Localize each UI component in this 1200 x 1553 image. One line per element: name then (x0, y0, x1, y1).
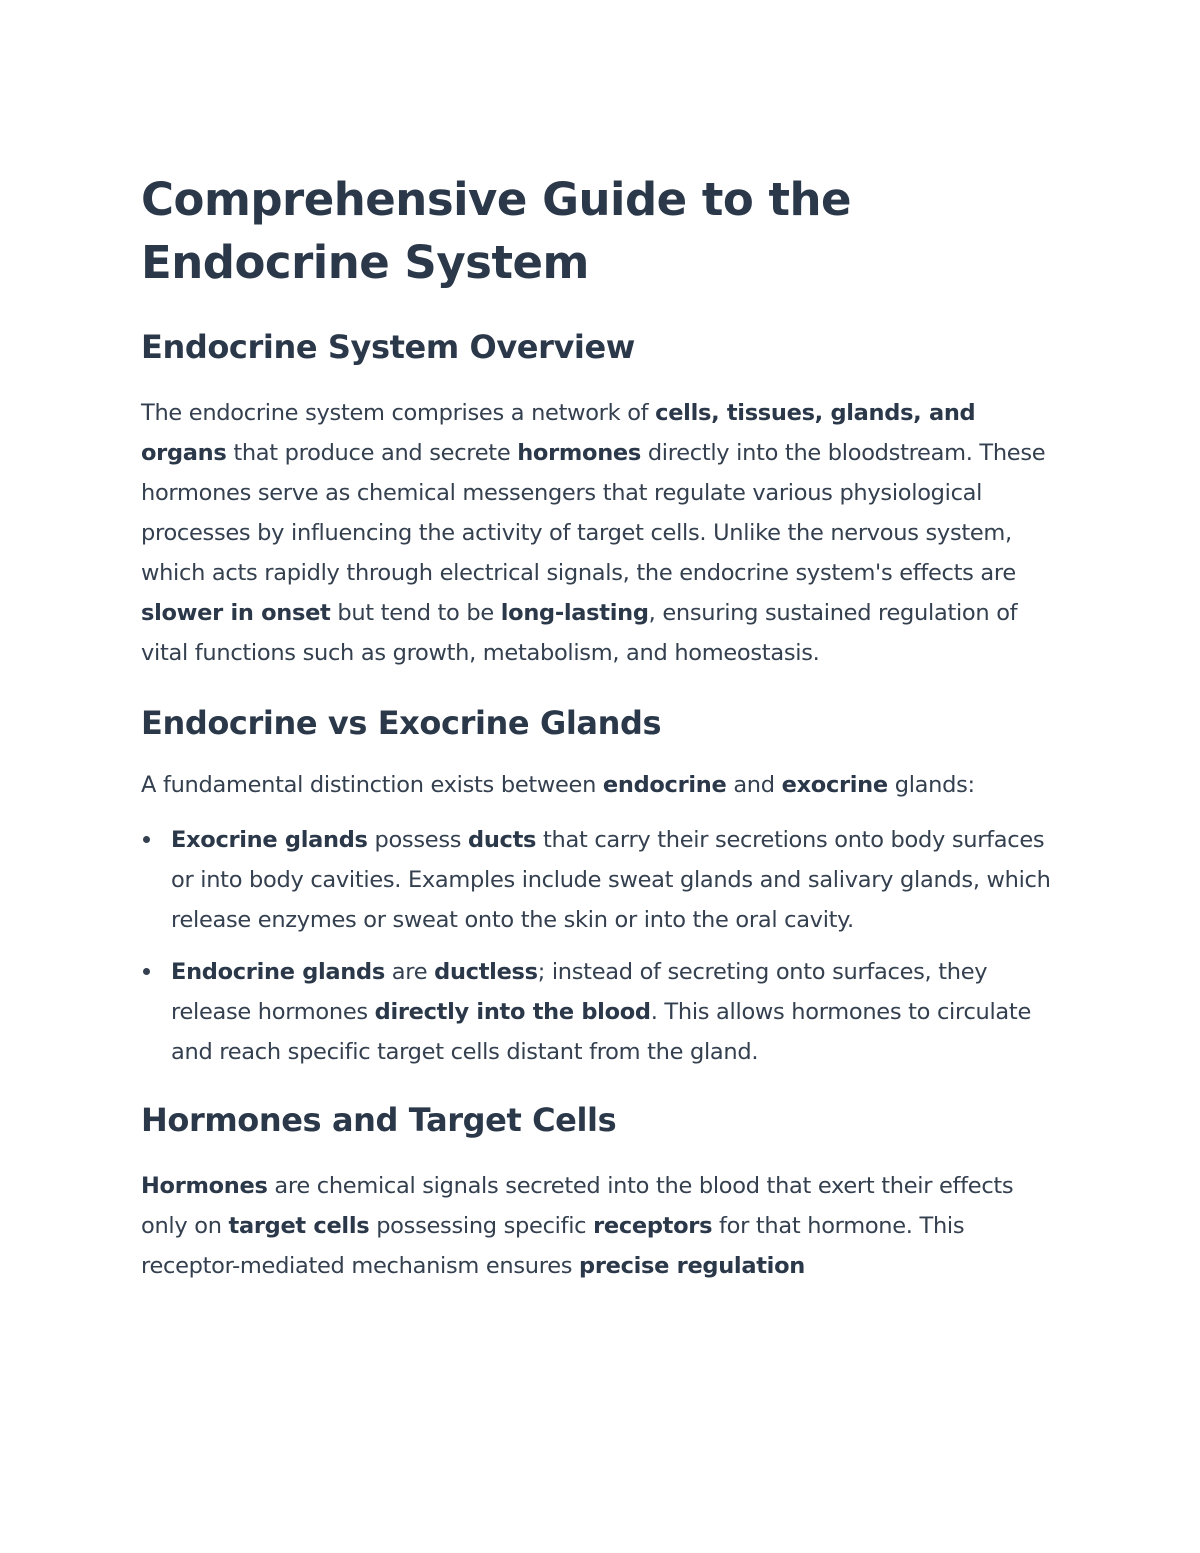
paragraph-text: directly into the bloodstream. These hormones serve as chemical messengers that regulate various physiological processes by influencing the activity of target cells. Unlike the nervous system, which acts rapidly through electrical signals, the endocrine system's effects are (141, 440, 1046, 586)
emphasis-text: exocrine (781, 772, 888, 798)
paragraph-text: are chemical signals secreted into the blood that exert their effects only on (141, 1173, 1014, 1239)
list-item (141, 820, 1066, 940)
section-endocrine-vs-exocrine (141, 701, 1066, 1072)
section-heading: Hormones and Target Cells (141, 1101, 617, 1139)
bullet-icon (143, 836, 150, 843)
emphasis-text: receptors (593, 1213, 713, 1239)
intro-paragraph (141, 765, 1066, 805)
paragraph-text: glands: (887, 772, 975, 798)
document-page (141, 168, 1066, 1286)
emphasis-text: precise regulation (579, 1253, 805, 1279)
bullet-icon (143, 968, 150, 975)
emphasis-text: Exocrine glands (171, 827, 368, 853)
paragraph-text: A fundamental distinction exists between (141, 772, 603, 798)
section-heading: Endocrine System Overview (141, 328, 635, 366)
emphasis-text: hormones (517, 440, 641, 466)
list-text: possess (367, 827, 469, 853)
paragraph-text: that produce and secrete (226, 440, 518, 466)
paragraph-text: and (726, 772, 782, 798)
paragraph-text: for that hormone. This receptor-mediated mechanism ensures (141, 1213, 965, 1279)
emphasis-text: endocrine (602, 772, 727, 798)
section-overview (141, 325, 1066, 673)
emphasis-text: cells, tissues, glands, and organs (141, 400, 976, 466)
paragraph-text: possessing specific (369, 1213, 594, 1239)
paragraph-text: but tend to be (330, 600, 501, 626)
section-hormones-target-cells (141, 1098, 1066, 1286)
paragraph-text: , ensuring sustained regulation of vital functions such as growth, metabolism, and homeostasis. (141, 600, 1018, 666)
list-item (141, 952, 1066, 1072)
list-text: . This allows hormones to circulate and reach specific target cells distant from the gland. (171, 999, 1031, 1065)
section-heading: Endocrine vs Exocrine Glands (141, 704, 662, 742)
paragraph-text: The endocrine system comprises a network of (141, 400, 656, 426)
emphasis-text: ducts (468, 827, 537, 853)
emphasis-text: Endocrine glands (171, 959, 385, 985)
page-title: Comprehensive Guide to the Endocrine System (141, 173, 852, 289)
overview-paragraph (141, 393, 1066, 673)
emphasis-text: slower in onset (141, 600, 331, 626)
emphasis-text: directly into the blood (374, 999, 651, 1025)
emphasis-text: Hormones (141, 1173, 268, 1199)
list-text: are (384, 959, 435, 985)
list-text: that carry their secretions onto body surfaces or into body cavities. Examples include sweat glands and salivary glands, which release enzymes or sweat onto the skin or into the oral cavity. (171, 827, 1051, 933)
hormones-paragraph (141, 1166, 1066, 1286)
gland-list (141, 820, 1066, 1072)
emphasis-text: long-lasting (500, 600, 649, 626)
emphasis-text: ductless (434, 959, 538, 985)
emphasis-text: target cells (228, 1213, 370, 1239)
list-text: ; instead of secreting onto surfaces, they release hormones (171, 959, 988, 1025)
